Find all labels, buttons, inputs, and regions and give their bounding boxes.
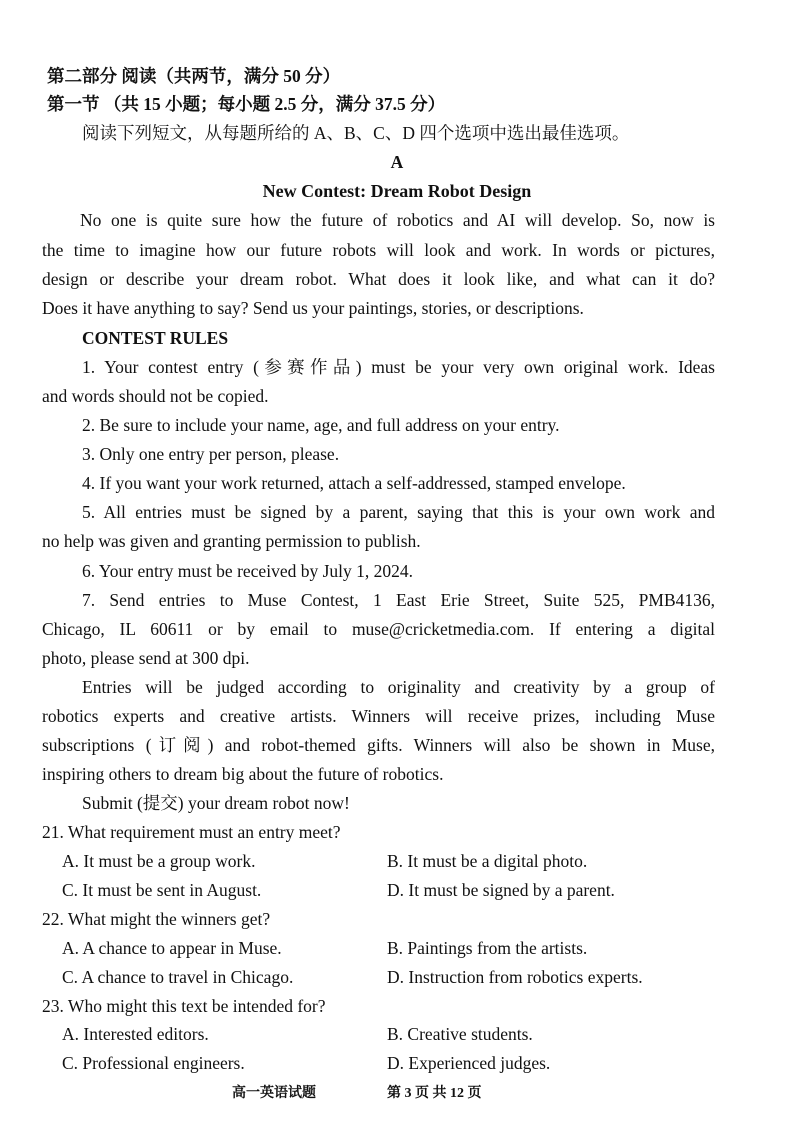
option-c[interactable]: C. Professional engineers. <box>62 1053 245 1073</box>
instruction-text: 阅读下列短文，从每题所给的 A、B、C、D 四个选项中选出最佳选项。 <box>82 123 630 143</box>
option-c[interactable]: C. It must be sent in August. <box>62 880 262 900</box>
option-d[interactable]: D. It must be signed by a parent. <box>387 880 615 900</box>
option-d[interactable]: D. Instruction from robotics experts. <box>387 967 643 987</box>
rule-line: Chicago, IL 60611 or by email to muse@cricketmedia.com. If entering a digital <box>42 619 715 639</box>
rule-line: 4. If you want your work returned, attach a self-addressed, stamped envelope. <box>82 473 626 493</box>
rule-line: 3. Only one entry per person, please. <box>82 444 340 464</box>
rule-line: photo, please send at 300 dpi. <box>42 648 250 668</box>
option-d[interactable]: D. Experienced judges. <box>387 1053 551 1073</box>
closing-line: Submit (提交) your dream robot now! <box>82 793 350 813</box>
option-b[interactable]: B. Creative students. <box>387 1024 533 1044</box>
passage-title: New Contest: Dream Robot Design <box>262 181 532 201</box>
judging-line: inspiring others to dream big about the future of robotics. <box>42 764 444 784</box>
footer-page-number: 第 3 页 共 12 页 <box>387 1086 482 1101</box>
option-c[interactable]: C. A chance to travel in Chicago. <box>62 967 294 987</box>
passage-letter: A <box>390 152 404 172</box>
intro-line: the time to imagine how our future robots will look and work. In words or pictures, <box>42 240 715 260</box>
question-stem: 23. Who might this text be intended for? <box>42 996 326 1016</box>
footer-subject: 高一英语试题 <box>232 1086 316 1101</box>
rule-line: 2. Be sure to include your name, age, and full address on your entry. <box>82 415 560 435</box>
judging-line: Entries will be judged according to originality and creativity by a group of <box>82 677 715 697</box>
rule-line: and words should not be copied. <box>42 386 269 406</box>
rule-line: 5. All entries must be signed by a parent, saying that this is your own work and <box>82 502 715 522</box>
option-b[interactable]: B. It must be a digital photo. <box>387 851 588 871</box>
rule-line: 1. Your contest entry (参赛作品) must be your very own original work. Ideas <box>82 357 715 377</box>
rules-heading: CONTEST RULES <box>82 328 229 348</box>
judging-line: robotics experts and creative artists. Winners will receive prizes, including Muse <box>42 706 715 726</box>
judging-line: subscriptions (订阅) and robot-themed gifts. Winners will also be shown in Muse, <box>42 735 715 755</box>
option-a[interactable]: A. Interested editors. <box>62 1024 209 1044</box>
intro-line: design or describe your dream robot. What does it look like, and what can it do? <box>42 269 715 289</box>
option-b[interactable]: B. Paintings from the artists. <box>387 938 588 958</box>
question-stem: 21. What requirement must an entry meet? <box>42 822 341 842</box>
option-a[interactable]: A. A chance to appear in Muse. <box>62 938 282 958</box>
rule-line: 7. Send entries to Muse Contest, 1 East Erie Street, Suite 525, PMB4136, <box>82 590 715 610</box>
part-heading: 第二部分 阅读（共两节，满分 50 分） <box>47 66 341 86</box>
rule-line: 6. Your entry must be received by July 1, 2024. <box>82 561 414 581</box>
rule-line: no help was given and granting permission to publish. <box>42 531 421 551</box>
section-heading: 第一节 （共 15 小题；每小题 2.5 分，满分 37.5 分） <box>47 94 446 114</box>
question-stem: 22. What might the winners get? <box>42 909 271 929</box>
intro-line: No one is quite sure how the future of robotics and AI will develop. So, now is <box>80 210 715 230</box>
option-a[interactable]: A. It must be a group work. <box>62 851 256 871</box>
intro-line: Does it have anything to say? Send us your paintings, stories, or descriptions. <box>42 298 584 318</box>
